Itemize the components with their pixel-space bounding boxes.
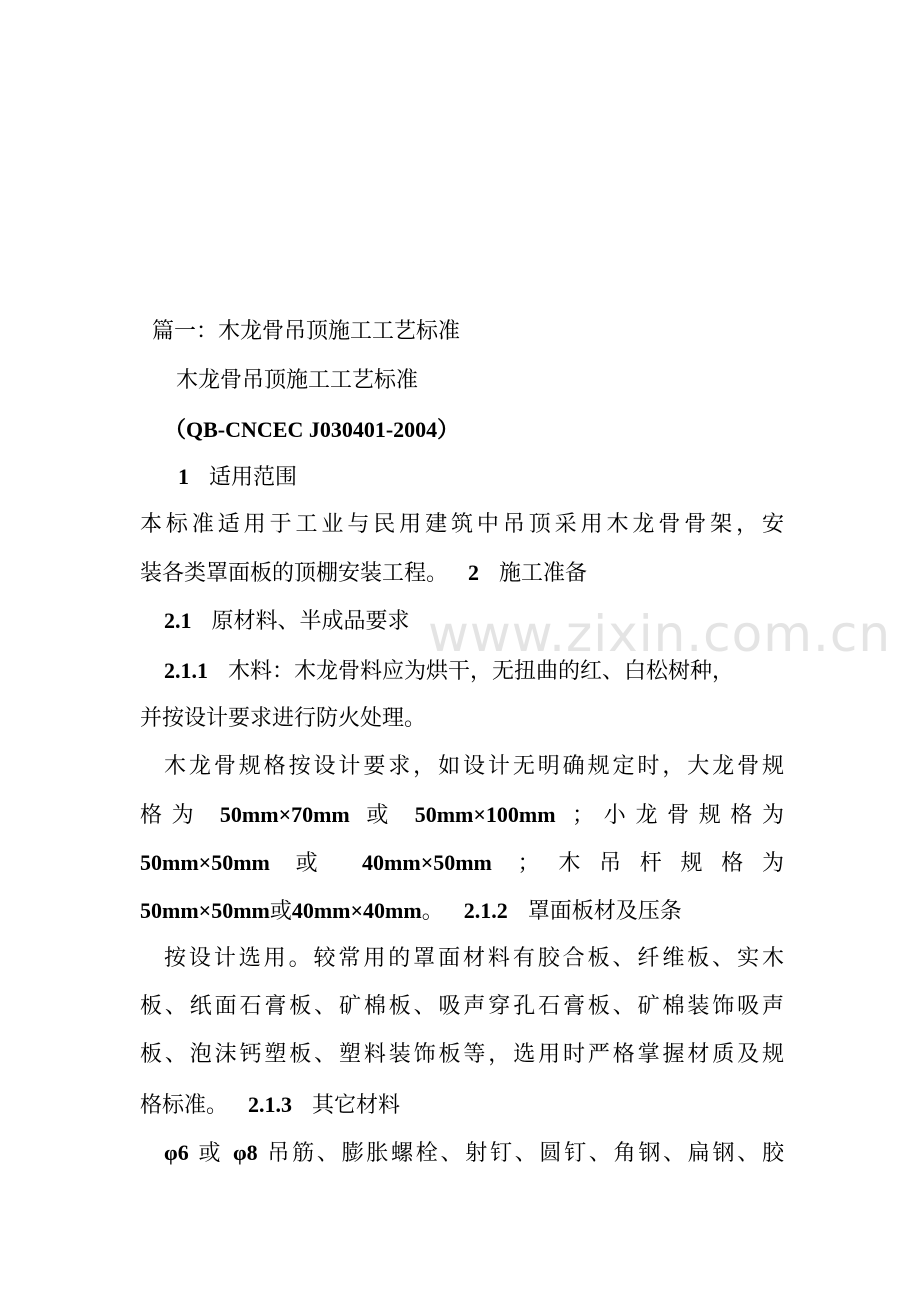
section-number: 2.1.1 (164, 658, 208, 683)
document-title: 篇一：木龙骨吊顶施工工艺标准 (152, 319, 461, 344)
paragraph-text: 吊筋、膨胀螺栓、射钉、圆钉、角钢、扁钢、胶 (267, 1141, 784, 1166)
section-title: 施工准备 (499, 561, 588, 586)
paragraph-text: 或 (198, 1141, 224, 1166)
diameter-value: φ6 (164, 1140, 189, 1165)
paragraph-line (140, 800, 784, 831)
paragraph-text: 或 (269, 899, 292, 924)
dimension-value: 40mm×40mm (291, 898, 422, 923)
dimension-value: 50mm×70mm (219, 802, 350, 827)
section-number: 2.1 (164, 608, 192, 633)
watermark: www.zixin.com.cn (428, 605, 892, 663)
dimension-value: 40mm×50mm (362, 850, 492, 875)
section-title: 适用范围 (209, 465, 298, 490)
paragraph-line: 板、纸面石膏板、矿棉板、吸声穿孔石膏板、矿棉装饰吸声 (140, 994, 784, 1019)
paragraph-line: 按设计选用。较常用的罩面材料有胶合板、纤维板、实木 (164, 946, 784, 971)
section-title: 原材料、半成品要求 (211, 609, 410, 634)
section-title: 罩面板材及压条 (527, 899, 682, 924)
dimension-value: 50mm×100mm (414, 802, 556, 827)
diameter-value: φ8 (232, 1140, 258, 1165)
section-2-1-1 (164, 656, 734, 687)
section-2-1-heading (164, 606, 410, 637)
paragraph-text: 木料：木龙骨料应为烘干，无扭曲的红、白松树种， (228, 659, 735, 684)
paragraph-line (164, 1138, 784, 1169)
section-1-heading (178, 462, 297, 493)
paragraph-text: 装各类罩面板的顶棚安装工程。 (140, 561, 449, 586)
paragraph-line (140, 848, 784, 879)
section-number: 2.1.2 (463, 898, 508, 923)
paragraph-line: 木龙骨规格按设计要求，如设计无明确规定时，大龙骨规 (164, 754, 784, 779)
paragraph-text: ；木吊杆规格为 (517, 851, 784, 876)
standard-title: 木龙骨吊顶施工工艺标准 (176, 368, 419, 393)
paragraph-text: 格为 (140, 803, 204, 828)
paragraph-line (140, 1090, 400, 1121)
section-number: 2.1.3 (248, 1092, 293, 1117)
paragraph-text: 格标准。 (140, 1093, 229, 1118)
paragraph-line: 本标准适用于工业与民用建筑中吊顶采用木龙骨骨架，安 (140, 512, 784, 537)
paragraph-line (140, 896, 682, 927)
paragraph-text: 。 (421, 899, 444, 924)
paragraph-text: 或 (295, 851, 337, 876)
section-number: 2 (468, 560, 480, 585)
paragraph-line (140, 558, 587, 589)
dimension-value: 50mm×50mm (140, 850, 270, 875)
paragraph-text: ；小龙骨规格为 (572, 803, 784, 828)
paragraph-text: 或 (366, 803, 399, 828)
dimension-value: 50mm×50mm (140, 898, 270, 923)
standard-code: （QB-CNCEC J030401-2004） (164, 417, 460, 442)
section-number: 1 (178, 464, 189, 489)
section-title: 其它材料 (312, 1093, 401, 1118)
paragraph-line: 板、泡沫钙塑板、塑料装饰板等，选用时严格掌握材质及规 (140, 1042, 784, 1067)
paragraph-line: 并按设计要求进行防火处理。 (140, 706, 427, 731)
